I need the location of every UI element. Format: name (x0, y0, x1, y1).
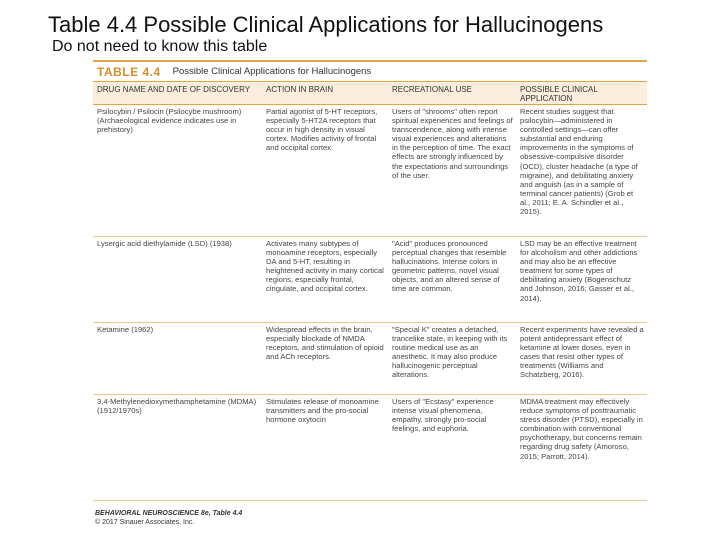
table-row (93, 395, 647, 501)
clinical-cell: LSD may be an effective treatment for alcoholism and other addictions and may also be an effective treatment for some types of debilitating anxiety (Bogenschutz and Johnson, 2016; Gasser et al., 2014). (520, 239, 638, 303)
drug-cell: Ketamine (1962) (97, 325, 154, 334)
source-book: BEHAVIORAL NEUROSCIENCE 8e, Table 4.4 (95, 510, 243, 517)
table-header (93, 62, 647, 82)
drug-cell: Psilocybin / Psilocin (Psilocybe mushroom) (Archaeological evidence indicates use in prehistory) (97, 107, 242, 135)
recreational-cell: "Special K" creates a detached, trancelike state, in keeping with its routine medical use as an anesthetic. It may also produce hallucinogenic perceptual alterations. (392, 325, 508, 380)
table-row (93, 237, 647, 323)
drug-cell: 3,4-Methylenedioxymethamphetamine (MDMA) (1912/1970s) (97, 397, 257, 416)
table-number: TABLE 4.4 (97, 64, 161, 79)
drug-cell: Lysergic acid diethylamide (LSD) (1938) (97, 239, 232, 248)
slide-title: Table 4.4 Possible Clinical Applications for Hallucinogens (48, 12, 604, 37)
action-cell: Activates many subtypes of monoamine receptors, especially DA and 5-HT, resulting in heightened activity in many cortical regions, especially frontal, cingulate, and occipital cortex. (266, 239, 384, 294)
clinical-cell: Recent experiments have revealed a potent antidepressant effect of ketamine at lower doses, even in cases that resist other types of treatments (Williams and Schatzberg, 2016). (520, 325, 644, 380)
column-header: DRUG NAME AND DATE OF DISCOVERY (97, 85, 251, 94)
source-credit (95, 510, 242, 527)
table-caption: Possible Clinical Applications for Hallucinogens (172, 66, 372, 77)
copyright: © 2017 Sinauer Associates, Inc. (95, 518, 195, 526)
column-headers (93, 82, 647, 105)
slide-subtitle: Do not need to know this table (52, 38, 268, 55)
column-header: RECREATIONAL USE (392, 85, 473, 94)
clinical-cell: Recent studies suggest that psilocybin—administered in controlled settings—can offer substantial and enduring improvements in the symptoms of obsessive-compulsive disorder (OCD), cluster headache (a type of migraine), and debilitating anxiety and anguish (as in a sample of terminal cancer patients) (Grob et al., 2011; E. A. Schindler et al., 2015). (520, 107, 638, 217)
action-cell: Widespread effects in the brain, especially blockade of NMDA receptors, and stimulation of opioid and ACh receptors. (266, 325, 384, 362)
table (93, 60, 647, 501)
recreational-cell: Users of "shrooms" often report spiritual experiences and feelings of transcendence, along with intense visual experiences and alterations in the perception of time. The exact effects are strongly influenced by the expectations and surroundings of the user. (392, 107, 513, 180)
table-row (93, 323, 647, 395)
column-header: POSSIBLE CLINICAL APPLICATION (520, 85, 598, 103)
clinical-cell: MDMA treatment may effectively reduce symptoms of posttraumatic stress disorder (PTSD), especially in combination with conventional psychotherapy, but concerns remain regarding drug safety (Amoroso, 2015; Parrott, 2014). (520, 397, 643, 461)
column-header: ACTION IN BRAIN (266, 85, 334, 94)
action-cell: Stimulates release of monoamine transmitters and the pro-social hormone oxytocin (266, 397, 379, 425)
action-cell: Partial agonist of 5-HT receptors, especially 5-HT2A receptors that occur in high density in visual cortex. Modifies activity of frontal and occipital cortex. (266, 107, 378, 153)
recreational-cell: "Acid" produces pronounced perceptual changes that resemble hallucinations. Intense colors in geometric patterns, novel visual objects, and an altered sense of time are common. (392, 239, 507, 294)
table-row (93, 105, 647, 237)
recreational-cell: Users of "Ecstasy" experience intense visual phenomena, empathy, strongly pro-social feelings, and euphoria. (392, 397, 494, 434)
